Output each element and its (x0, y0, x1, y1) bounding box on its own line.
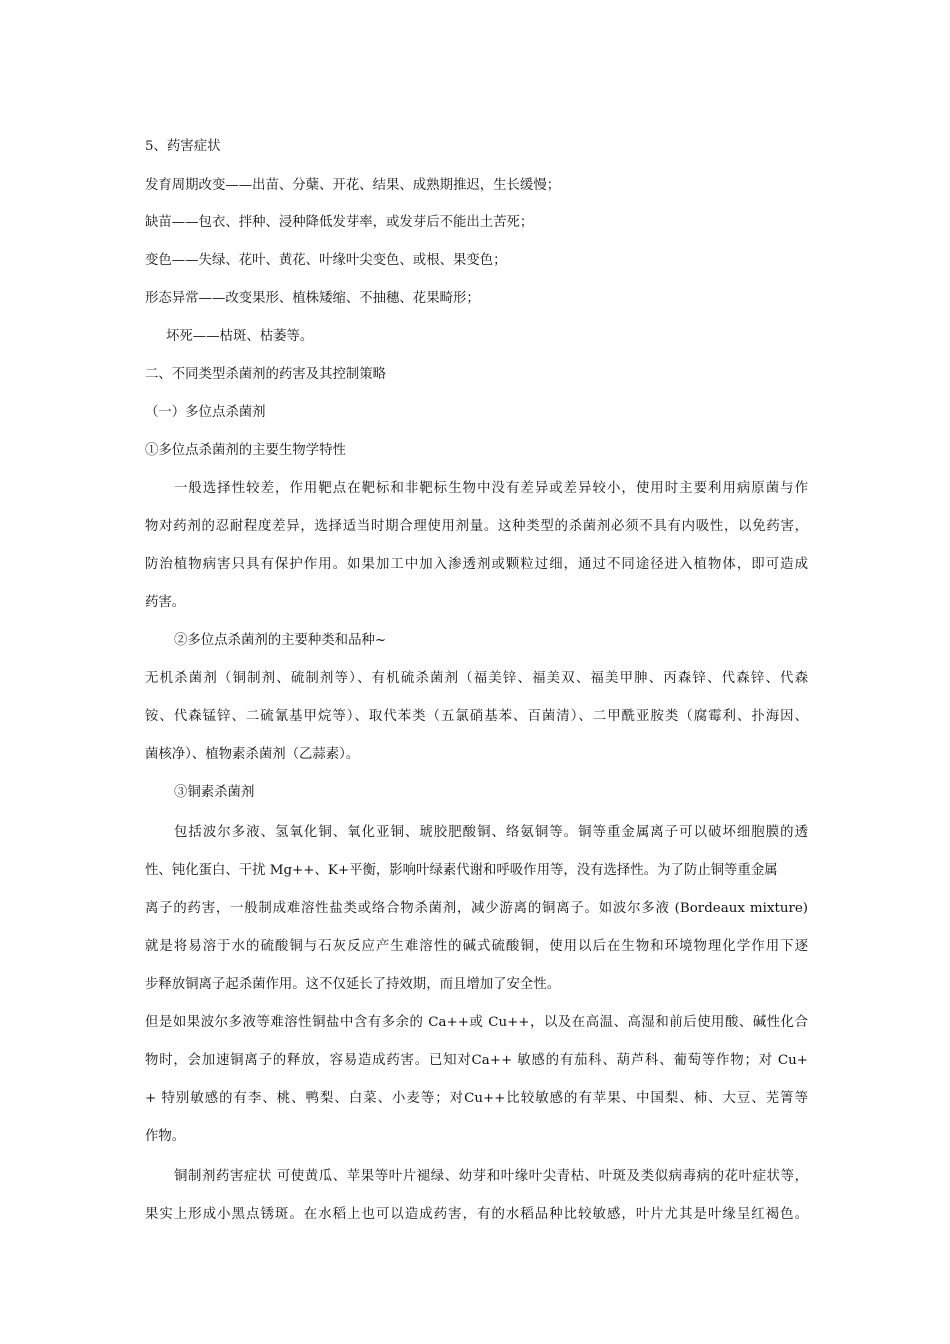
paragraph-line: 防治植物病害只具有保护作用。如果加工中加入渗透剂或颗粒过细，通过不同途径进入植物体，即可造成 (145, 557, 808, 572)
item-heading-types: ②多位点杀菌剂的主要种类和品种~ (174, 633, 387, 648)
paragraph-line: 药害。 (145, 595, 186, 610)
paragraph-line: 包括波尔多液、氢氧化铜、氧化亚铜、琥胶肥酸铜、络氨铜等。铜等重金属离子可以破坏细胞膜的透 (174, 825, 808, 840)
paragraph-line: 作物。 (145, 1129, 186, 1144)
item-heading-copper: ③铜素杀菌剂 (174, 785, 255, 800)
symptom-line-seedling-loss: 缺苗——包衣、拌种、浸种降低发芽率，或发芽后不能出土苦死； (145, 215, 534, 230)
paragraph-line: 离子的药害，一般制成难溶性盐类或络合物杀菌剂，减少游离的铜离子。如波尔多液 (Bordeaux mixture) (145, 901, 808, 916)
paragraph-line: 菌核净）、植物素杀菌剂（乙蒜素）。 (145, 747, 360, 762)
paragraph-line: 步释放铜离子起杀菌作用。这不仅延长了持效期，而且增加了安全性。 (145, 977, 561, 992)
subsection-heading: （一）多位点杀菌剂 (145, 405, 266, 420)
item-heading-characteristics: ①多位点杀菌剂的主要生物学特性 (145, 443, 346, 458)
symptom-line-deformation: 形态异常——改变果形、植株矮缩、不抽穗、花果畸形； (145, 291, 480, 306)
paragraph-line: 物时，会加速铜离子的释放，容易造成药害。已知对Ca++ 敏感的有茄科、葫芦科、葡萄等作物；对 Cu+ (145, 1053, 808, 1068)
paragraph-line: 物对药剂的忍耐程度差异，选择适当时期合理使用剂量。这种类型的杀菌剂必须不具有内吸性，以免药害， (145, 519, 808, 534)
paragraph-line: 一般选择性较差，作用靶点在靶标和非靶标生物中没有差异或差异较小，使用时主要利用病原菌与作 (174, 481, 808, 496)
section-heading-phytotoxicity-symptoms: 5、药害症状 (145, 139, 221, 154)
paragraph-line: 性、钝化蛋白、干扰 Mg++、K+平衡，影响叶绿素代谢和呼吸作用等，没有选择性。为了防止铜等重金属 (145, 863, 778, 878)
symptom-line-necrosis: 坏死——枯斑、枯萎等。 (166, 329, 314, 344)
paragraph-line: 果实上形成小黑点锈斑。在水稻上也可以造成药害，有的水稻品种比较敏感，叶片尤其是叶缘呈红褐色。 (145, 1207, 808, 1222)
paragraph-line: 但是如果波尔多液等难溶性铜盐中含有多余的 Ca++或 Cu++，以及在高温、高湿和前后使用酸、碱性化合 (145, 1015, 808, 1030)
paragraph-line: 铜制剂药害症状 可使黄瓜、苹果等叶片褪绿、幼芽和叶缘叶尖青枯、叶斑及类似病毒病的花叶症状等， (174, 1169, 808, 1184)
paragraph-line: 铵、代森锰锌、二硫氰基甲烷等）、取代苯类（五氯硝基苯、百菌清）、二甲酰亚胺类（腐霉利、扑海因、 (145, 709, 808, 724)
paragraph-line: 就是将易溶于水的硫酸铜与石灰反应产生难溶性的碱式硫酸铜，使用以后在生物和环境物理化学作用下逐 (145, 939, 808, 954)
chapter-heading: 二、不同类型杀菌剂的药害及其控制策略 (145, 367, 387, 382)
paragraph-line: + 特别敏感的有李、桃、鸭梨、白菜、小麦等；对Cu++比较敏感的有苹果、中国梨、柿、大豆、芜箐等 (145, 1091, 808, 1106)
paragraph-line: 无机杀菌剂（铜制剂、硫制剂等）、有机硫杀菌剂（福美锌、福美双、福美甲胂、丙森锌、代森锌、代森 (145, 671, 808, 686)
symptom-line-discoloration: 变色——失绿、花叶、黄花、叶缘叶尖变色、或根、果变色； (145, 253, 507, 268)
symptom-line-growth-delay: 发育周期改变——出苗、分蘖、开花、结果、成熟期推迟，生长缓慢； (145, 178, 561, 193)
